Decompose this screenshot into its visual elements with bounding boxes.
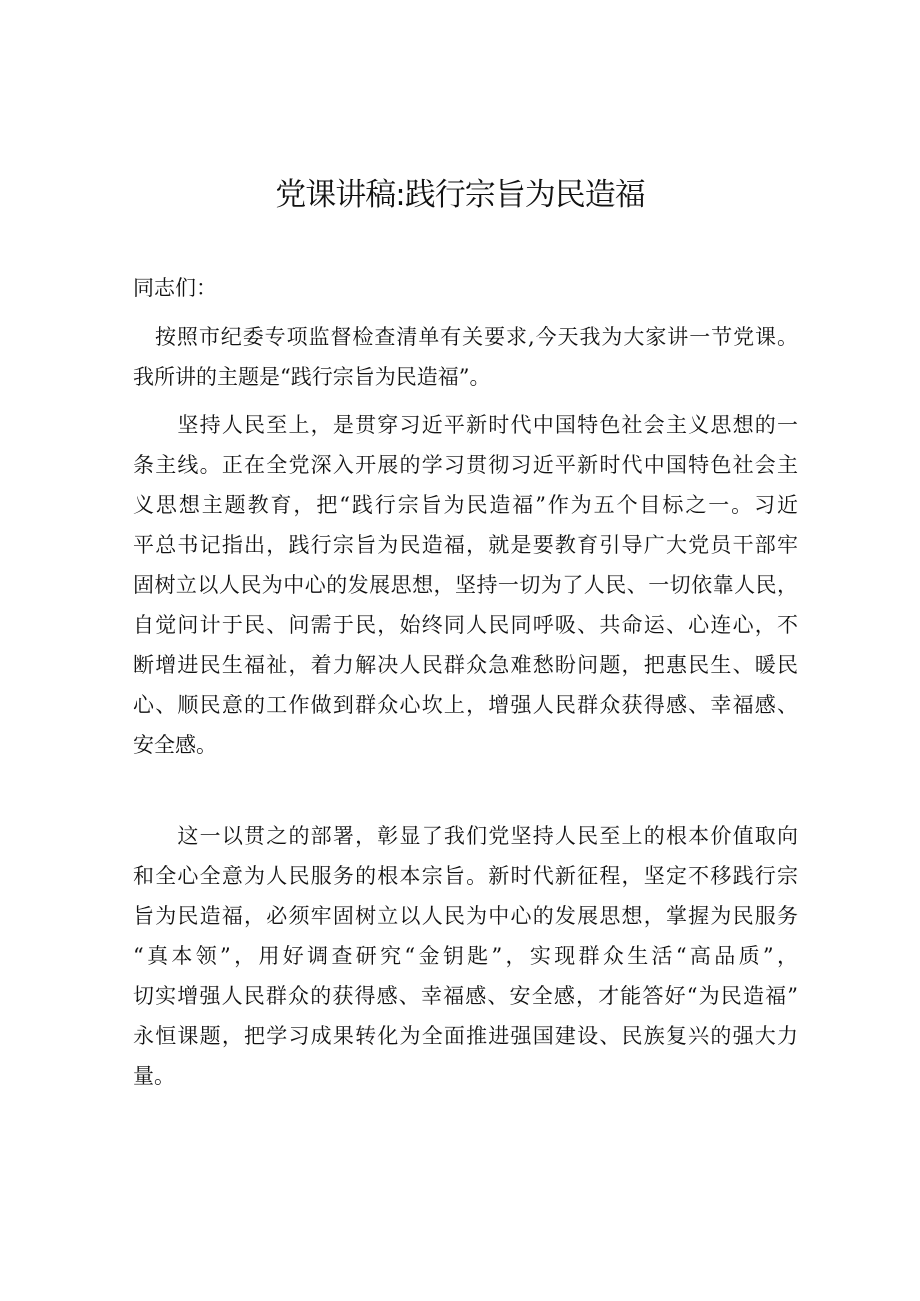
document-title: 党课讲稿:践行宗旨为民造福 xyxy=(275,177,645,213)
paragraph-line: 断增进民生福祉，着力解决人民群众急难愁盼问题，把惠民生、暖民 xyxy=(133,653,798,677)
paragraph-3 xyxy=(133,816,798,1096)
paragraph-line: 平总书记指出，践行宗旨为民造福，就是要教育引导广大党员干部牢 xyxy=(133,533,798,557)
paragraph-line: 我所讲的主题是“践行宗旨为民造福”。 xyxy=(133,365,491,389)
paragraph-line: 这一以贯之的部署，彰显了我们党坚持人民至上的根本价值取向 xyxy=(133,824,798,848)
paragraph-line: 坚持人民至上，是贯穿习近平新时代中国特色社会主义思想的一 xyxy=(133,413,798,437)
paragraph-2 xyxy=(133,405,798,765)
paragraph-line: 永恒课题，把学习成果转化为全面推进强国建设、民族复兴的强大力 xyxy=(133,1024,798,1048)
paragraph-line: 心、顺民意的工作做到群众心坎上，增强人民群众获得感、幸福感、 xyxy=(133,693,798,717)
paragraph-line: 义思想主题教育，把“践行宗旨为民造福”作为五个目标之一。习近 xyxy=(133,493,798,517)
paragraph-line: 按照市纪委专项监督检查清单有关要求,今天我为大家讲一节党课。 xyxy=(133,325,798,349)
paragraph-line: “真本领”，用好调查研究“金钥匙”，实现群众生活“高品质”， xyxy=(133,944,798,968)
salutation-line: 同志们： xyxy=(133,276,217,300)
paragraph-line: 旨为民造福，必须牢固树立以人民为中心的发展思想，掌握为民服务 xyxy=(133,904,798,928)
paragraph-1 xyxy=(133,317,798,397)
paragraph-line: 自觉问计于民、问需于民，始终同人民同呼吸、共命运、心连心，不 xyxy=(133,613,798,637)
paragraph-line: 和全心全意为人民服务的根本宗旨。新时代新征程，坚定不移践行宗 xyxy=(133,864,798,888)
paragraph-line: 条主线。正在全党深入开展的学习贯彻习近平新时代中国特色社会主 xyxy=(133,453,798,477)
paragraph-line: 固树立以人民为中心的发展思想，坚持一切为了人民、一切依靠人民， xyxy=(133,573,798,597)
paragraph-line: 安全感。 xyxy=(133,733,217,757)
paragraph-line: 切实增强人民群众的获得感、幸福感、安全感，才能答好“为民造福” xyxy=(133,984,798,1008)
salutation xyxy=(133,268,798,308)
paragraph-line: 量。 xyxy=(133,1064,175,1088)
